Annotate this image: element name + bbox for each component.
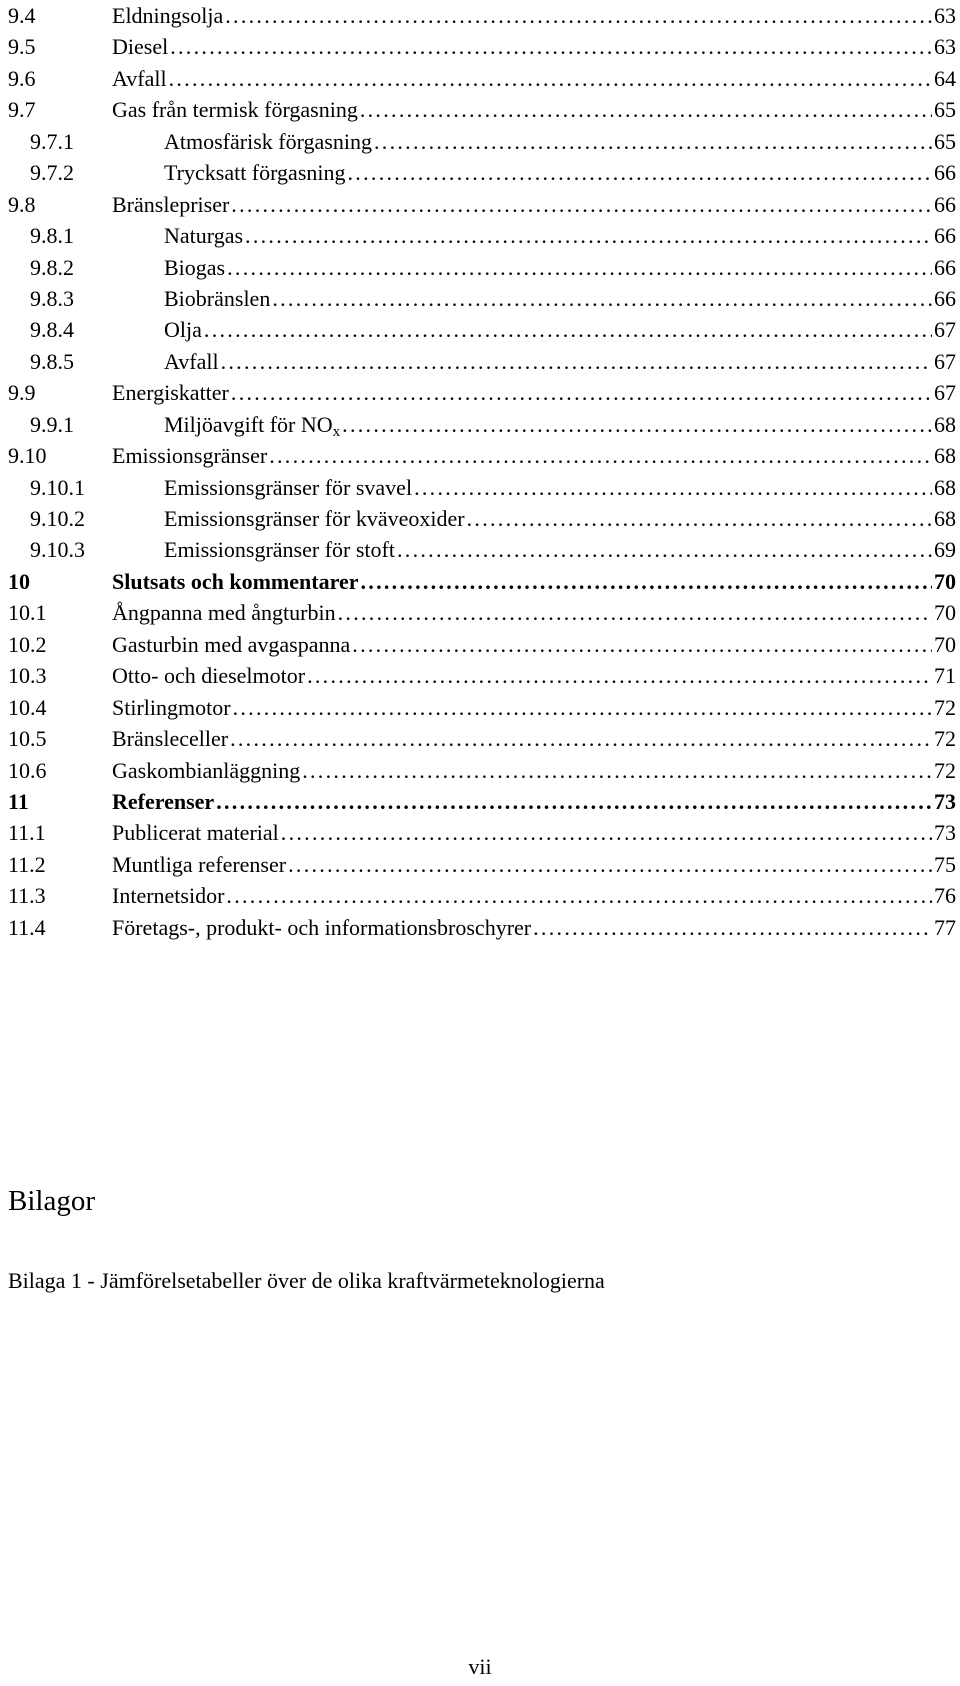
toc-entry-title: Publicerat material [112,820,279,846]
toc-entry-title: Eldningsolja [112,3,224,28]
toc-entry-number: 9.8.2 [30,254,74,280]
toc-entry[interactable] [8,723,956,754]
toc-entry-page: 66 [934,285,956,311]
toc-entry[interactable] [8,126,956,157]
toc-entry[interactable] [8,534,956,565]
toc-entry[interactable] [8,629,956,660]
toc-entry-number: 10 [8,568,30,594]
toc-dot-leader [231,189,932,220]
toc-entry-title: Bränsleceller [112,726,229,752]
toc-entry[interactable] [8,31,956,62]
toc-entry-title: Avfall [112,65,167,91]
toc-entry[interactable] [8,283,956,314]
toc-entry-page: 68 [934,506,956,531]
toc-entry[interactable] [8,189,956,220]
toc-entry[interactable] [8,755,956,786]
toc-entry-title: Emissionsgränser för svavel [164,474,413,500]
toc-dot-leader [225,0,932,31]
toc-entry[interactable] [8,472,956,503]
toc-entry-page: 67 [934,348,956,374]
toc-entry[interactable] [8,849,956,880]
toc-entry-title: Gaskombianläggning [112,757,301,783]
toc-entry-title: Emissionsgränser för stoft [164,537,395,563]
toc-entry-number: 11 [8,788,29,814]
toc-entry-page: 70 [934,631,956,657]
toc-entry-number: 9.7.2 [30,160,74,186]
toc-entry-page: 63 [934,34,956,60]
toc-entry-number: 9.10.2 [30,506,85,531]
toc-dot-leader [352,629,932,660]
toc-dot-leader [169,63,932,94]
toc-dot-leader [302,755,932,786]
toc-entry-number: 9.10.1 [30,474,85,500]
toc-dot-leader [269,440,932,471]
toc-entry[interactable] [8,503,956,534]
toc-entry-subscript: x [332,423,341,440]
toc-dot-leader [374,126,932,157]
toc-entry-page: 64 [934,65,956,91]
toc-entry-number: 9.9.1 [30,411,74,437]
toc-dot-leader [288,849,932,880]
toc-entry-number: 9.7.1 [30,128,74,154]
toc-entry-page: 68 [934,443,956,469]
toc-entry[interactable] [8,817,956,848]
toc-entry-title: Otto- och dieselmotor [112,663,306,689]
toc-entry-number: 10.3 [8,663,47,689]
toc-entry[interactable] [8,314,956,345]
toc-entry-page: 73 [934,788,956,814]
toc-entry-page: 77 [934,914,956,940]
toc-entry-title: Energiskatter [112,380,229,406]
toc-entry[interactable] [8,566,956,597]
toc-entry-page: 66 [934,223,956,249]
toc-entry[interactable] [8,252,956,283]
toc-entry-title: Trycksatt förgasning [164,160,346,186]
toc-entry-page: 65 [934,128,956,154]
toc-entry-number: 9.8.1 [30,223,74,249]
toc-entry-title: Stirlingmotor [112,694,231,720]
page-number: vii [468,1654,492,1679]
toc-entry-number: 10.6 [8,757,47,783]
toc-entry-title: Ångpanna med ångturbin [112,600,336,626]
toc-entry-number: 10.4 [8,694,47,720]
toc-entry-title: Gasturbin med avgaspanna [112,631,351,657]
toc-entry[interactable] [8,409,956,440]
toc-entry-title: Företags-, produkt- och informationsbroschyrer [112,914,532,940]
toc-entry-number: 9.5 [8,34,36,60]
toc-entry[interactable] [8,377,956,408]
toc-entry[interactable] [8,880,956,911]
toc-entry[interactable] [8,597,956,628]
toc-entry[interactable] [8,346,956,377]
toc-entry[interactable] [8,0,956,31]
toc-entry-page: 76 [934,883,956,909]
toc-entry-page: 71 [934,663,956,689]
toc-entry[interactable] [8,786,956,817]
toc-entry-title: Olja [164,317,202,343]
toc-dot-leader [170,31,932,62]
toc-entry-page: 66 [934,191,956,217]
toc-entry[interactable] [8,94,956,125]
toc-entry-title: Bränslepriser [112,191,230,217]
toc-entry-number: 9.8.5 [30,348,74,374]
toc-entry-page: 73 [934,820,956,846]
toc-entry-page: 69 [934,537,956,563]
toc-entry-title: Atmosfärisk förgasning [164,128,372,154]
toc-dot-leader [227,252,932,283]
toc-entry-title: Gas från termisk förgasning [112,97,358,123]
toc-entry-title: Referenser [112,788,215,814]
toc-entry-number: 9.10 [8,443,47,469]
table-of-contents [8,0,956,943]
toc-dot-leader [226,880,932,911]
toc-dot-leader [216,786,932,817]
toc-entry-title: Diesel [112,34,169,60]
toc-entry-page: 70 [934,568,956,594]
toc-entry-number: 11.2 [8,851,46,877]
toc-entry-number: 9.6 [8,65,36,91]
toc-dot-leader [338,597,932,628]
toc-entry-page: 72 [934,694,956,720]
toc-entry-number: 9.9 [8,380,36,406]
toc-dot-leader [245,220,932,251]
toc-entry-title: Emissionsgränser för kväveoxider [164,506,465,531]
toc-dot-leader [221,346,932,377]
toc-entry-number: 11.4 [8,914,46,940]
appendix-heading: Bilagor [8,1185,95,1217]
toc-entry-page: 63 [934,3,956,28]
toc-dot-leader [414,472,932,503]
toc-dot-leader [533,912,932,943]
toc-entry-page: 65 [934,97,956,123]
toc-entry-page: 72 [934,757,956,783]
toc-entry[interactable] [8,63,956,94]
toc-entry-number: 11.1 [8,820,46,846]
toc-entry-number: 9.4 [8,3,36,28]
toc-entry-number: 11.3 [8,883,46,909]
toc-entry-title: Biogas [164,254,226,280]
toc-entry[interactable] [8,220,956,251]
toc-entry[interactable] [8,157,956,188]
toc-entry-title: Miljöavgift för $NO_x$ [164,411,341,440]
toc-entry-number: 9.7 [8,97,36,123]
toc-dot-leader [272,283,932,314]
toc-entry-page: 75 [934,851,956,877]
toc-entry[interactable] [8,660,956,691]
toc-entry-title: Naturgas [164,223,244,249]
toc-entry-title: Slutsats och kommentarer [112,568,359,594]
toc-entry-title: Emissionsgränser [112,443,268,469]
toc-entry-page: 70 [934,600,956,626]
toc-entry-number: 9.8.4 [30,317,74,343]
toc-dot-leader [467,503,932,534]
toc-dot-leader [360,566,932,597]
toc-dot-leader [348,157,933,188]
toc-entry-number: 10.1 [8,600,47,626]
toc-dot-leader [307,660,932,691]
toc-entry-page: 68 [934,411,956,437]
toc-entry[interactable] [8,692,956,723]
toc-entry-title: Muntliga referenser [112,851,287,877]
toc-entry-page: 67 [934,317,956,343]
toc-dot-leader [230,723,932,754]
toc-entry-title: Internetsidor [112,883,225,909]
toc-entry[interactable] [8,912,956,943]
toc-entry-number: 9.10.3 [30,537,85,563]
toc-entry-number: 10.5 [8,726,47,752]
toc-dot-leader [342,409,932,440]
toc-dot-leader [204,314,932,345]
toc-entry-title: Biobränslen [164,285,271,311]
toc-entry-page: 72 [934,726,956,752]
toc-entry-number: 10.2 [8,631,47,657]
toc-entry[interactable] [8,440,956,471]
toc-dot-leader [397,534,932,565]
toc-entry-number: 9.8.3 [30,285,74,311]
appendix-item: Bilaga 1 - Jämförelsetabeller över de olika kraftvärmeteknologierna [8,1268,605,1293]
toc-entry-page: 68 [934,474,956,500]
toc-entry-number: 9.8 [8,191,36,217]
toc-entry-page: 66 [934,254,956,280]
toc-entry-page: 67 [934,380,956,406]
toc-dot-leader [281,817,932,848]
toc-dot-leader [360,94,932,125]
toc-entry-page: 66 [934,160,956,186]
toc-dot-leader [231,377,932,408]
toc-dot-leader [233,692,932,723]
toc-entry-title: Avfall [164,348,219,374]
